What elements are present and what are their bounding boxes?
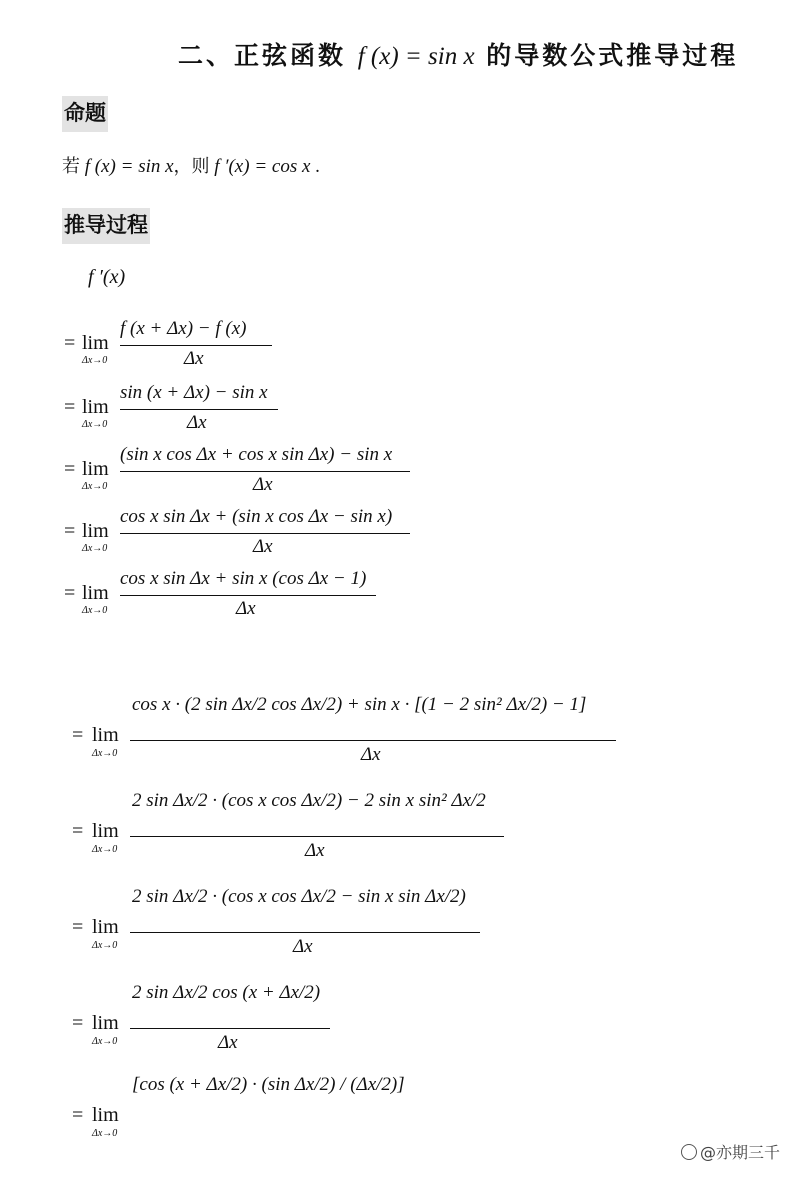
fraction-denominator: Δx — [293, 936, 313, 957]
fraction-bar — [120, 533, 410, 534]
lim-subscript: Δx→0 — [82, 481, 108, 492]
fraction-denominator: Δx — [361, 744, 381, 765]
fraction-denominator: Δx — [253, 474, 273, 495]
lim-subscript: Δx→0 — [92, 1036, 118, 1047]
fraction-numerator: 2 sin Δx/2 · (cos x cos Δx/2 − sin x sin Δx/2) — [132, 886, 466, 907]
fraction-numerator: cos x sin Δx + sin x (cos Δx − 1) — [120, 568, 367, 589]
statement-end: . — [315, 156, 320, 177]
lim-operator: lim — [92, 916, 119, 938]
fraction-bar — [130, 1028, 330, 1029]
watermark-text: @亦期三千 — [699, 1143, 780, 1162]
fraction-denominator: Δx — [218, 1032, 238, 1053]
statement-sep: ，则 — [173, 156, 210, 177]
lim-operator: lim — [82, 332, 109, 354]
equals-sign: = — [72, 916, 84, 938]
equals-sign: = — [72, 724, 84, 746]
fraction-bar — [120, 595, 376, 596]
statement-if: 若 — [62, 156, 80, 177]
fraction-numerator: cos x sin Δx + (sin x cos Δx − sin x) — [120, 506, 393, 527]
fraction-denominator: Δx — [305, 840, 325, 861]
fraction-numerator: (sin x cos Δx + cos x sin Δx) − sin x — [120, 444, 393, 465]
section-heading-derivation: 推导过程 — [62, 208, 150, 244]
fraction-numerator: f (x + Δx) − f (x) — [120, 318, 247, 339]
equals-sign: = — [72, 1012, 84, 1034]
fraction-numerator: sin (x + Δx) − sin x — [120, 382, 268, 403]
equals-sign: = — [72, 820, 84, 842]
watermark-icon — [681, 1144, 697, 1160]
equals-sign: = — [64, 458, 76, 480]
lim-operator: lim — [82, 582, 109, 604]
fraction-numerator: 2 sin Δx/2 cos (x + Δx/2) — [132, 982, 321, 1003]
proposition-statement — [62, 152, 320, 178]
title-suffix: 的导数公式推导过程 — [486, 41, 739, 70]
statement-given: f (x) = sin x — [84, 156, 174, 177]
equals-sign: = — [72, 1104, 84, 1126]
page-title — [178, 36, 738, 72]
lim-subscript: Δx→0 — [82, 605, 108, 616]
fraction-numerator: cos x · (2 sin Δx/2 cos Δx/2) + sin x · [(1 − 2 sin² Δx/2) − 1] — [132, 694, 587, 715]
fraction-bar — [130, 740, 616, 741]
lim-subscript: Δx→0 — [82, 419, 108, 430]
fraction-denominator: Δx — [187, 412, 207, 433]
equals-sign: = — [64, 520, 76, 542]
title-prefix: 二、正弦函数 — [178, 41, 347, 70]
equals-sign: = — [64, 332, 76, 354]
section-heading-proposition: 命题 — [62, 96, 108, 132]
fraction-numerator: 2 sin Δx/2 · (cos x cos Δx/2) − 2 sin x sin² Δx/2 — [132, 790, 486, 811]
equals-sign: = — [64, 396, 76, 418]
lim-subscript: Δx→0 — [92, 1128, 118, 1139]
statement-result: f ′(x) = cos x — [214, 156, 311, 177]
lim-subscript: Δx→0 — [82, 355, 108, 366]
lim-operator: lim — [82, 458, 109, 480]
title-formula: f (x) = sin x — [357, 43, 475, 70]
equals-sign: = — [64, 582, 76, 604]
lim-operator: lim — [92, 1012, 119, 1034]
fraction-bar — [120, 409, 278, 410]
fraction-denominator: Δx — [253, 536, 273, 557]
lim-operator: lim — [82, 396, 109, 418]
fraction-bar — [120, 471, 410, 472]
derivative-start: f ′(x) — [88, 266, 126, 288]
lim-subscript: Δx→0 — [92, 748, 118, 759]
fraction-bar — [130, 836, 504, 837]
lim-subscript: Δx→0 — [92, 844, 118, 855]
fraction-denominator: Δx — [184, 348, 204, 369]
lim-operator: lim — [82, 520, 109, 542]
fraction-bar — [130, 932, 480, 933]
lim-subscript: Δx→0 — [82, 543, 108, 554]
lim-subscript: Δx→0 — [92, 940, 118, 951]
lim-operator: lim — [92, 724, 119, 746]
watermark — [681, 1140, 780, 1163]
fraction-numerator: [cos (x + Δx/2) · (sin Δx/2) / (Δx/2)] — [132, 1074, 405, 1095]
lim-operator: lim — [92, 820, 119, 842]
fraction-denominator: Δx — [236, 598, 256, 619]
lim-operator: lim — [92, 1104, 119, 1126]
fraction-bar — [120, 345, 272, 346]
